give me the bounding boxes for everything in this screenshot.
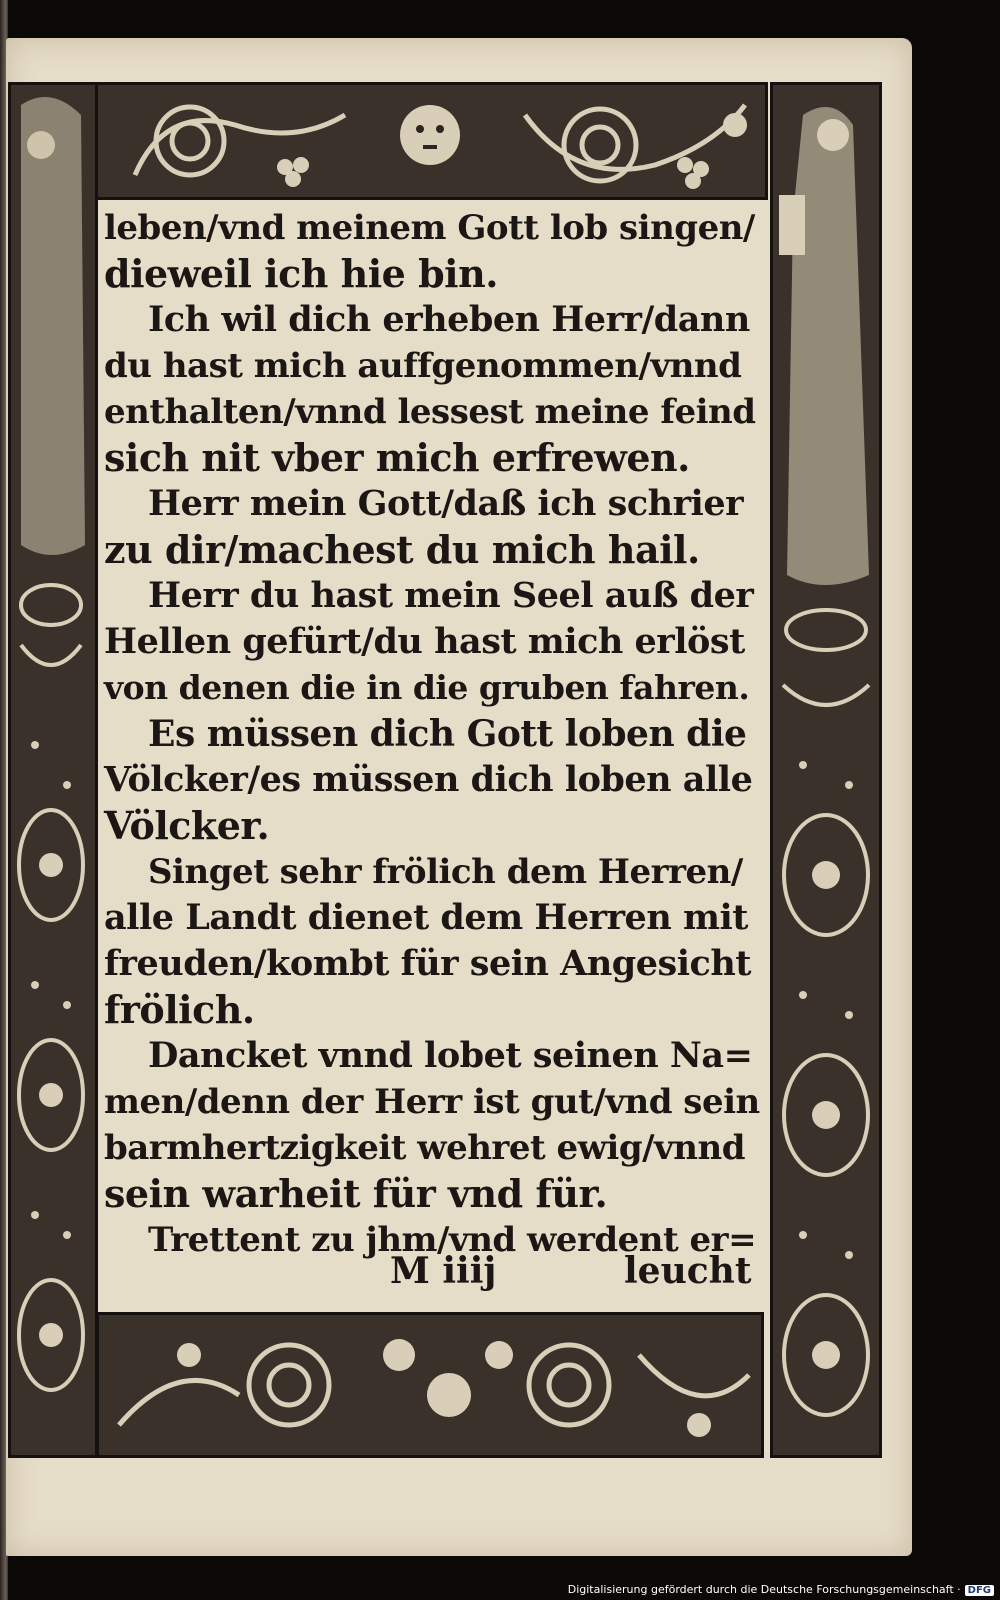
text-line: sich nit vber mich erfrewen. [104,435,690,480]
dfg-logo: DFG [965,1585,994,1596]
catchword: leucht [624,1250,752,1292]
text-line: freuden/kombt für sein Angesicht [104,943,751,984]
page-text-block [104,205,760,1305]
text-line: zu dir/machest du mich hail. [104,527,700,572]
text-line: dieweil ich hie bin. [104,251,498,296]
text-line: frölich. [104,987,255,1032]
text-line: Hellen gefürt/du hast mich erlöst [104,621,745,662]
text-line: Singet sehr frölich dem Herren/ [148,852,743,892]
text-line: Völcker/es müssen dich loben alle [104,759,753,800]
text-line: Dancket vnnd lobet seinen Na= [148,1035,753,1076]
text-line: sein warheit für vnd für. [104,1171,608,1216]
credit-text: Digitalisierung gefördert durch die Deutsche Forschungsgemeinschaft · [567,1583,961,1596]
text-line: Es müssen dich Gott loben die [148,713,747,755]
text-line: barmhertzigkeit wehret ewig/vnnd [104,1128,745,1168]
text-line: Herr du hast mein Seel auß der [148,575,754,616]
text-line: du hast mich auffgenommen/vnnd [104,346,742,386]
text-line: Herr mein Gott/daß ich schrier [148,483,744,524]
text-line: Ich wil dich erheben Herr/dann [148,299,750,340]
text-line: alle Landt dienet dem Herren mit [104,897,748,938]
right-ornament-column [770,82,882,1458]
digitization-credit [568,1583,994,1596]
bottom-ornament-border [96,1312,764,1458]
signature-mark: M iiij [390,1250,497,1292]
text-line: Trettent zu jhm/vnd werdent er= [148,1220,757,1260]
text-line: Völcker. [104,803,270,848]
text-line: von denen die in die gruben fahren. [104,668,750,707]
text-line: men/denn der Herr ist gut/vnd sein [104,1082,760,1122]
text-line: enthalten/vnnd lessest meine feind [104,392,756,432]
top-ornament-border [92,82,768,200]
left-ornament-column [8,82,98,1458]
text-line: leben/vnd meinem Gott lob singen/ [104,208,755,248]
